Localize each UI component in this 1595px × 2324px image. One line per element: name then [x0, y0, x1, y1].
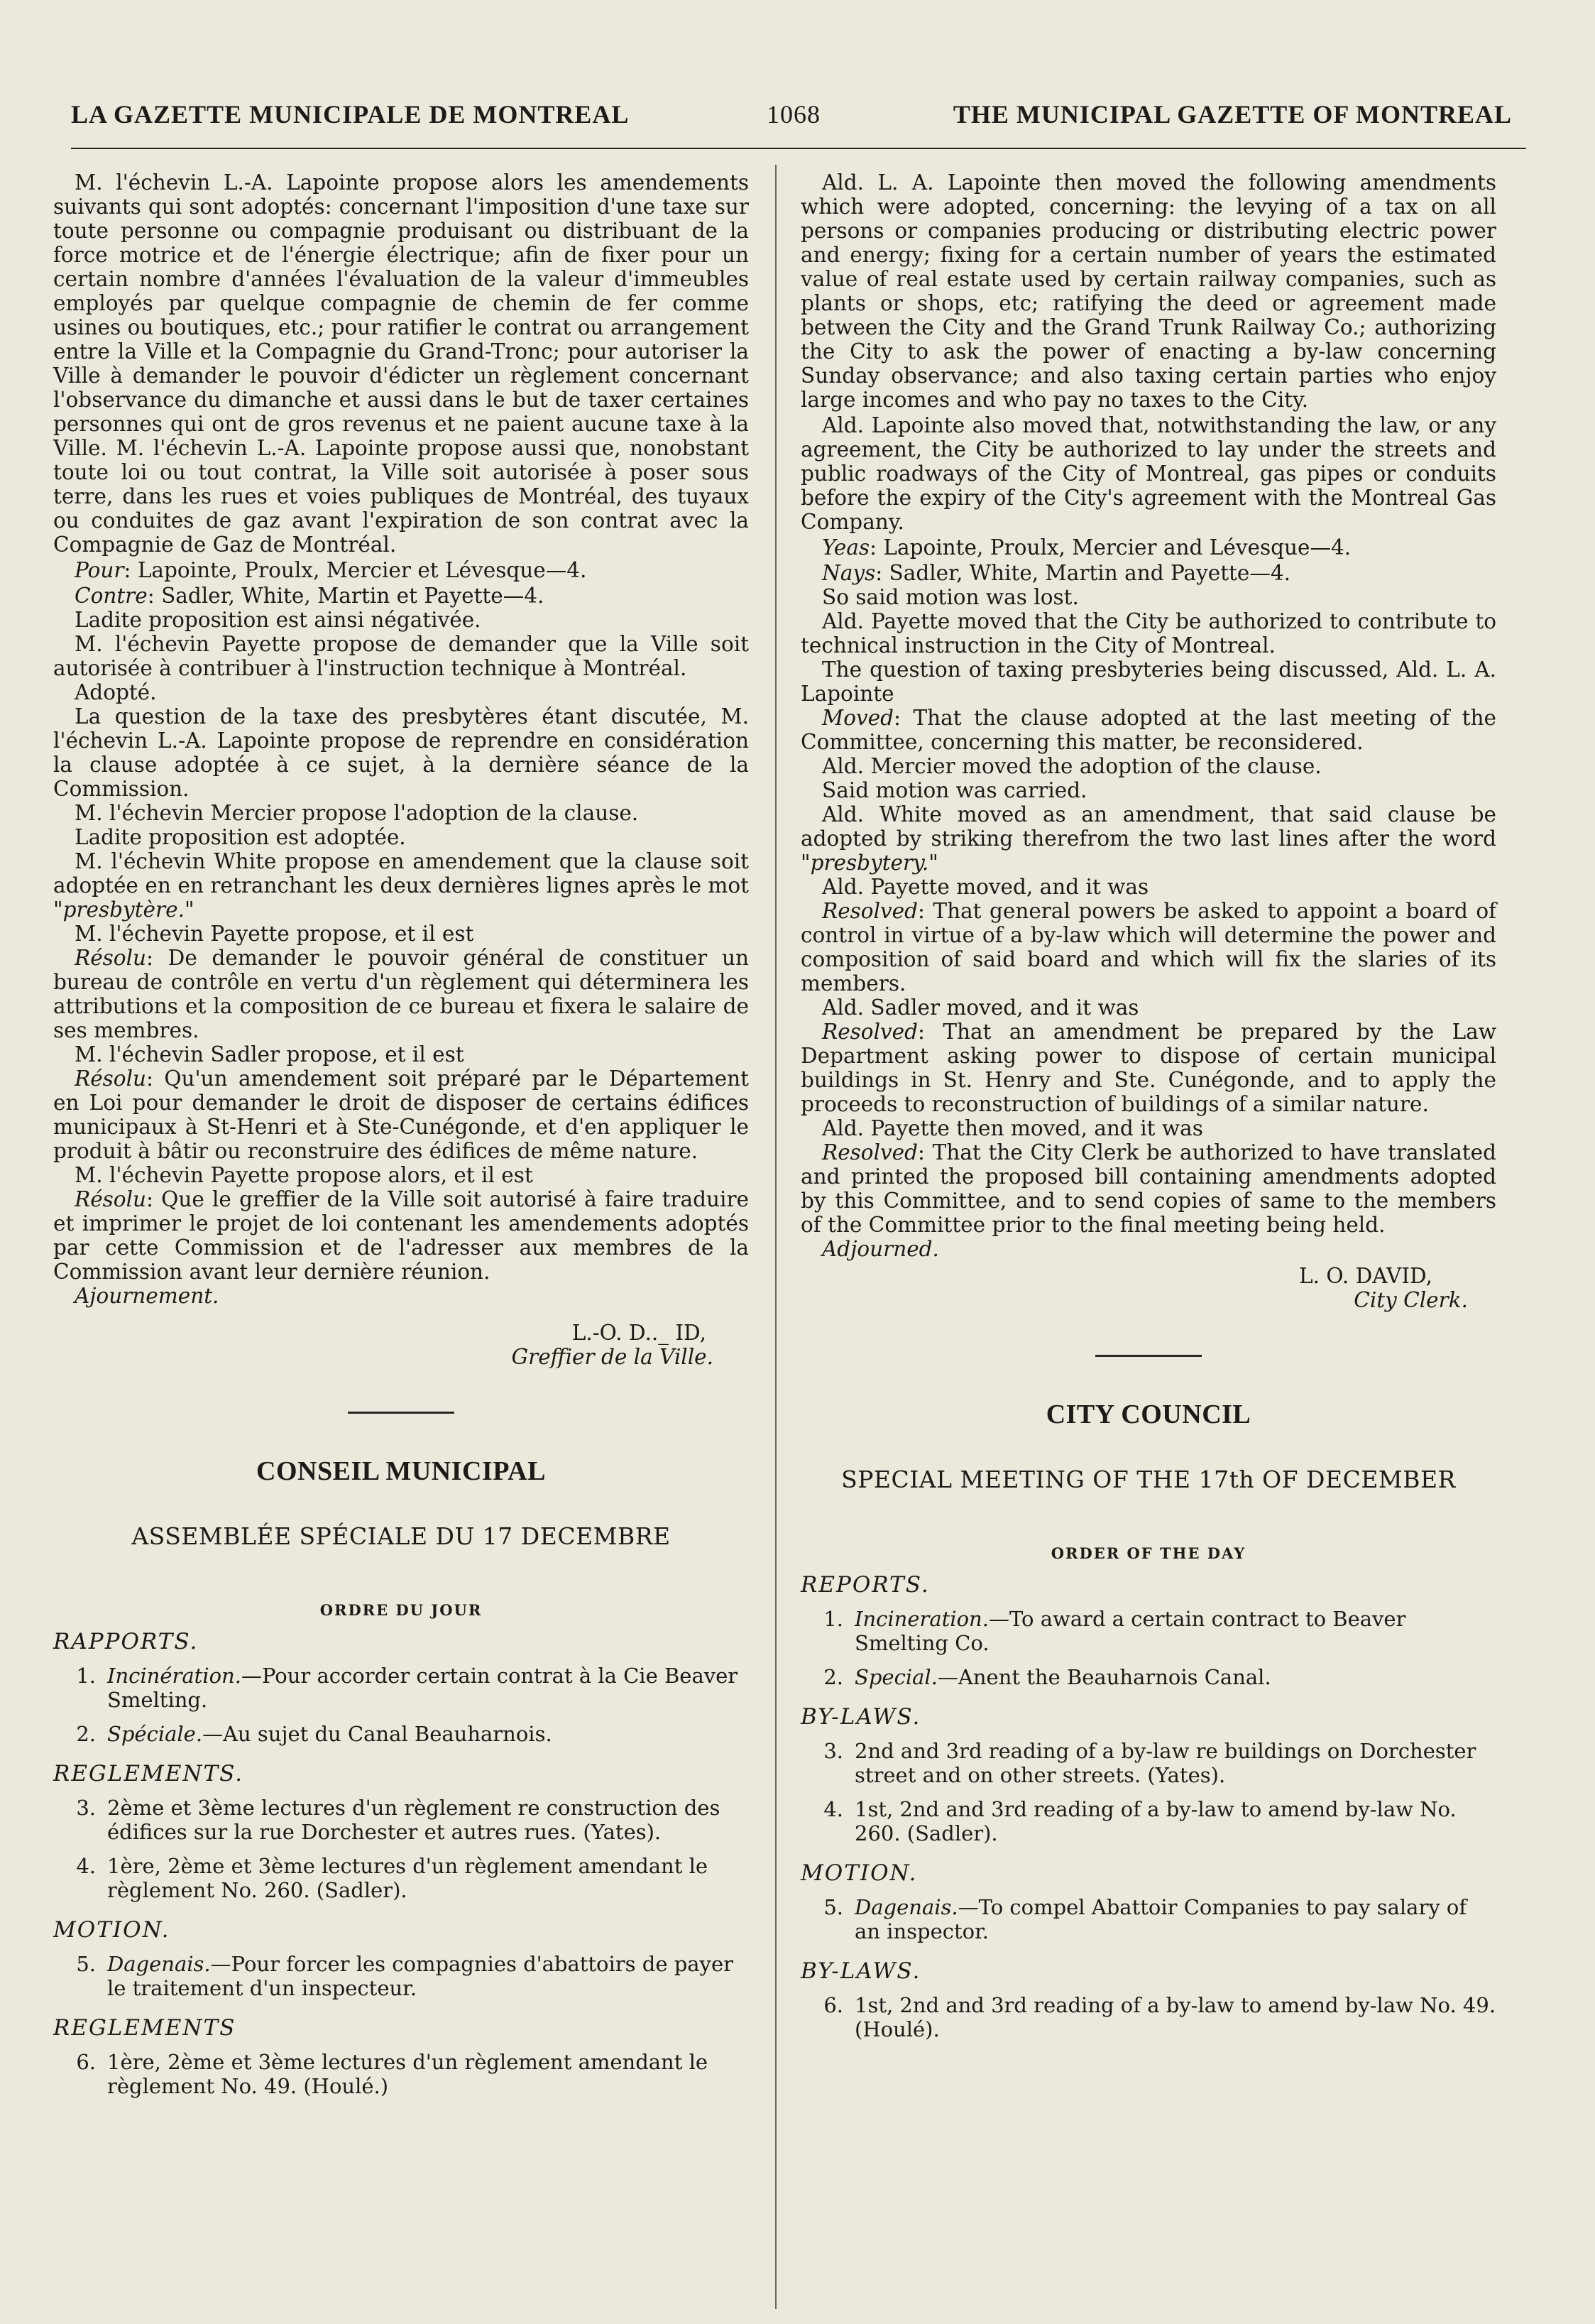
agenda-item: 4. 1ère, 2ème et 3ème lectures d'un règlement amendant le règlement No. 260. (Sadler). [76, 1854, 708, 1902]
category-bylaws-2: BY-LAWS. [801, 1958, 921, 1984]
agenda-item: 4. 1st, 2nd and 3rd reading of a by-law to amend by-law No. 260. (Sadler). [823, 1797, 1457, 1845]
resolution: Resolved: That the City Clerk be authorized to have translated and printed the proposed bill containing amendments adopted by this Committee, and to send copies of same to the members of the Committee prior to the final meeting being held. [801, 1140, 1496, 1237]
signature-name: L. O. DAVID, [1299, 1264, 1432, 1288]
paragraph: M. l'échevin Payette propose de demander que la Ville soit autorisée à contribuer à l'instruction technique à Montréal. [53, 632, 749, 680]
vote-yeas: Yeas: Lapointe, Proulx, Mercier and Lévesque—4. [822, 535, 1352, 560]
paragraph: M. l'échevin Payette propose, et il est [75, 922, 474, 946]
section-subtitle: ASSEMBLÉE SPÉCIALE DU 17 DECEMBRE [131, 1522, 671, 1550]
resolution: Résolu: Qu'un amendement soit préparé par le Département en Loi pour demander le droit de disposer de certains édifices municipaux à St-Henri et à Ste-Cunégonde, et d'en appliquer le produit à bâtir ou reconstruire des édifices de même nature. [53, 1066, 749, 1163]
agenda-item: 1. Incinération.—Pour accorder certain contrat à la Cie Beaver Smelting. [76, 1664, 738, 1712]
page-number: 1068 [767, 100, 821, 129]
paragraph: M. l'échevin Sadler propose, et il est [75, 1042, 464, 1066]
order-of-day-label: ORDRE DU JOUR [319, 1601, 483, 1619]
category-bylaws: BY-LAWS. [801, 1704, 921, 1730]
paragraph: Ald. Payette moved that the City be authorized to contribute to technical instruction in the City of Montreal. [801, 609, 1496, 658]
paragraph: So said motion was lost. [822, 585, 1079, 609]
paragraph: Said motion was carried. [822, 778, 1087, 802]
vote-contre: Contre: Sadler, White, Martin et Payette—4. [75, 584, 544, 608]
category-reports: REPORTS. [801, 1572, 930, 1598]
category-motion: MOTION. [801, 1860, 918, 1886]
order-of-day-label: ORDER OF THE DAY [1051, 1544, 1246, 1562]
signature-title: Greffier de la Ville. [511, 1345, 713, 1369]
resolution: Resolved: That general powers be asked to appoint a board of control in virtue of a by-law which will determine the power and composition of said board and which will fix the slaries of its members. [801, 899, 1496, 995]
adjournment: Adjourned. [822, 1237, 939, 1261]
paragraph: Ald. L. A. Lapointe then moved the following amendments which were adopted, concerning: the levying of a tax on all persons or companies producing or distributing electric power and energy; fixing for a certain number of years the estimated value of real estate used by certain railway companies, such as plants or shops, etc; ratifying the deed or agreement made between the City and the Grand Trunk Railway Co.; authorizing the City to ask the power of enacting a by-law concerning Sunday observance; and also taxing certain parties who enjoy large incomes and who pay no taxes to the City. [801, 170, 1496, 412]
agenda-item: 2. Spéciale.—Au sujet du Canal Beauharnois. [76, 1722, 552, 1746]
paragraph: M. l'échevin Payette propose alors, et il est [75, 1163, 533, 1187]
agenda-item: 5. Dagenais.—To compel Abattoir Companies to pay salary of an inspector. [823, 1895, 1467, 1943]
header-right-title: THE MUNICIPAL GAZETTE OF MONTREAL [953, 100, 1512, 129]
agenda-item: 1. Incineration.—To award a certain contract to Beaver Smelting Co. [823, 1607, 1406, 1655]
signature-name: L.-O. D.._ ID, [571, 1321, 706, 1345]
agenda-item: 3. 2nd and 3rd reading of a by-law re buildings on Dorchester street and on other streets. (Yates). [823, 1739, 1476, 1787]
agenda-item: 2. Special.—Anent the Beauharnois Canal. [823, 1665, 1271, 1689]
paragraph: The question of taxing presbyteries being discussed, Ald. L. A. Lapointe [801, 658, 1496, 706]
vote-nays: Nays: Sadler, White, Martin and Payette—4. [822, 561, 1291, 585]
paragraph: Adopté. [75, 680, 157, 704]
paragraph: Ladite proposition est adoptée. [75, 825, 406, 849]
page-header [71, 99, 1512, 142]
category-bylaws-2: REGLEMENTS [53, 2015, 236, 2041]
paragraph: Ladite proposition est ainsi négativée. [75, 608, 481, 632]
resolution: Résolu: De demander le pouvoir général de constituer un bureau de contrôle en vertu d'un règlement qui déterminera les attributions et la composition de ce bureau et fixera le salaire de ses membres. [53, 946, 749, 1042]
section-title: CONSEIL MUNICIPAL [256, 1456, 546, 1486]
agenda-item: 6. 1st, 2nd and 3rd reading of a by-law to amend by-law No. 49. (Houlé). [823, 1993, 1496, 2041]
paragraph: Ald. Payette moved, and it was [822, 875, 1149, 899]
section-rule [348, 1412, 454, 1414]
adjournment: Ajournement. [75, 1284, 219, 1308]
section-subtitle: SPECIAL MEETING OF THE 17th OF DECEMBER [841, 1466, 1456, 1493]
category-reports: RAPPORTS. [53, 1629, 199, 1654]
paragraph: Ald. Mercier moved the adoption of the clause. [822, 754, 1322, 778]
moved-clause: Moved: That the clause adopted at the last meeting of the Committee, concerning this matter, be reconsidered. [801, 706, 1496, 754]
english-column [801, 170, 1496, 2041]
agenda-item: 5. Dagenais.—Pour forcer les compagnies d'abattoirs de payer le traitement d'un inspecteur. [76, 1952, 733, 2000]
paragraph: M. l'échevin Mercier propose l'adoption de la clause. [75, 801, 639, 825]
resolution: Résolu: Que le greffier de la Ville soit autorisé à faire traduire et imprimer le projet de loi contenant les amendements adoptés par cette Commission et de l'adresser aux membres de la Commission avant leur dernière réunion. [53, 1187, 749, 1284]
resolution: Resolved: That an amendment be prepared by the Law Department asking power to dispose of certain municipal buildings in St. Henry and Ste. Cunégonde, and to apply the proceeds to reconstruction of buildings of a similar nature. [801, 1020, 1496, 1116]
header-left-title: LA GAZETTE MUNICIPALE DE MONTREAL [71, 100, 630, 129]
paragraph: M. l'échevin White propose en amendement que la clause soit adoptée en en retranchant les deux dernières lignes après le mot "presbytère." [53, 849, 749, 922]
vote-pour: Pour: Lapointe, Proulx, Mercier et Lévesque—4. [75, 558, 587, 582]
agenda-item: 3. 2ème et 3ème lectures d'un règlement re construction des édifices sur la rue Dorchester et autres rues. (Yates). [76, 1796, 720, 1844]
agenda-item: 6. 1ère, 2ème et 3ème lectures d'un règlement amendant le règlement No. 49. (Houlé.) [76, 2050, 708, 2098]
paragraph: Ald. Lapointe also moved that, notwithstanding the law, or any agreement, the City be authorized to lay under the streets and public roadways of the City of Montreal, gas pipes or conduits before the expiry of the City's agreement with the Montreal Gas Company. [801, 413, 1496, 534]
french-column [53, 170, 749, 2098]
category-motion: MOTION. [53, 1917, 170, 1943]
paragraph: Ald. Sadler moved, and it was [822, 995, 1139, 1020]
paragraph: Ald. White moved as an amendment, that said clause be adopted by striking therefrom the two last lines after the word "presbytery." [801, 802, 1496, 875]
category-bylaws: REGLEMENTS. [53, 1761, 244, 1786]
paragraph: Ald. Payette then moved, and it was [822, 1116, 1203, 1140]
signature-title: City Clerk. [1354, 1288, 1468, 1312]
header-rule [71, 148, 1526, 149]
column-divider [775, 165, 777, 2309]
paragraph: La question de la taxe des presbytères étant discutée, M. l'échevin L.-A. Lapointe propose de reprendre en considération la clause adoptée à ce sujet, à la dernière séance de la Commission. [53, 704, 749, 801]
paragraph: M. l'échevin L.-A. Lapointe propose alors les amendements suivants qui sont adoptés: concernant l'imposition d'une taxe sur toute personne ou compagnie produisant ou distribuant de la force motrice et de l'énergie électrique; afin de fixer pour un certain nombre d'années l'évaluation de la valeur d'immeubles employés par quelque compagnie de chemin de fer comme usines ou boutiques, etc.; pour ratifier le contrat ou arrangement entre la Ville et la Compagnie du Grand-Tronc; pour autoriser la Ville à demander le pouvoir d'édicter un règlement concernant l'observance du dimanche et aussi dans le but de taxer certaines personnes qui ont de gros revenus et ne paient aucune taxe à la Ville. M. l'échevin L.-A. Lapointe propose aussi que, nonobstant toute loi ou tout contrat, la Ville soit autorisée à poser sous terre, dans les rues et voies publiques de Montréal, des tuyaux ou conduites de gaz avant l'expiration de son contrat avec la Compagnie de Gaz de Montréal. [53, 170, 749, 557]
section-rule [1095, 1355, 1202, 1357]
section-title: CITY COUNCIL [1046, 1400, 1251, 1429]
